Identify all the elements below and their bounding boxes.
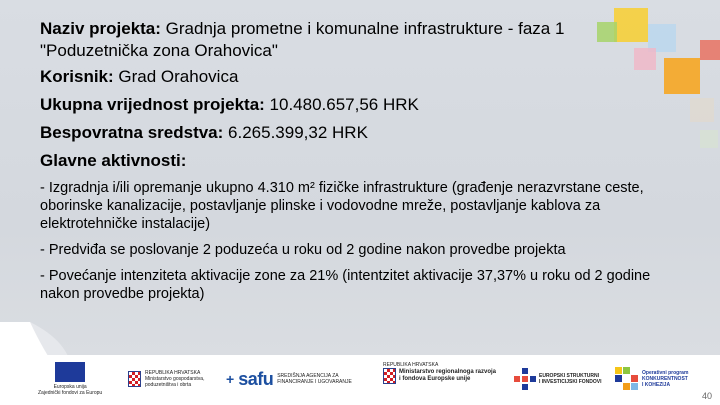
project-name-value: Gradnja prometne i komunalne infrastrukture - faza 1	[160, 19, 565, 38]
ministry-economy-logo	[128, 362, 204, 396]
safu-logo	[226, 362, 352, 396]
op-text: Operativni program KONKURENTNOST I KOHEZIJA	[642, 370, 689, 388]
beneficiary-label: Korisnik:	[40, 67, 114, 86]
total-value-amount: 10.480.657,56 HRK	[264, 95, 419, 114]
ministry-regional-top: REPUBLIKA HRVATSKA	[383, 362, 439, 368]
esi-funds-icon	[514, 368, 536, 390]
decor-square-red	[700, 40, 720, 60]
decor-square-pink	[634, 48, 656, 70]
decor-square-green	[597, 22, 617, 42]
grant-label: Bespovratna sredstva:	[40, 123, 224, 142]
safu-wordmark: safu	[238, 368, 274, 389]
activity-item: - Povećanje intenziteta aktivacije zone za 21% (intentzitet aktivacije 37,37% u roku od 2 godine nakon provedbe projekta)	[40, 268, 651, 302]
eu-logo-text: Europska unija Zajednički fondovi za Europu	[38, 384, 103, 396]
page-number: 40	[701, 391, 712, 401]
grant-amount: 6.265.399,32 HRK	[223, 123, 368, 142]
activities-heading: Glavne aktivnosti:	[40, 151, 187, 170]
decor-square-faint2	[700, 130, 718, 148]
project-name-line	[40, 19, 564, 39]
esi-funds-text: EUROPSKI STRUKTURNI I INVESTICIJSKI FONDOVI	[539, 373, 602, 385]
grant-line	[40, 123, 368, 143]
footer-logos-bar	[0, 355, 720, 405]
op-mosaic-icon	[615, 367, 639, 391]
croatian-coat-of-arms-icon	[383, 368, 396, 384]
safu-mark-icon: +	[226, 371, 235, 387]
project-name-label: Naziv projekta:	[40, 19, 161, 38]
eu-flag-icon	[55, 362, 85, 382]
activity-item: - Predviđa se poslovanje 2 poduzeća u roku od 2 godine nakon provedbe projekta	[40, 242, 566, 258]
safu-text: SREDIŠNJA AGENCIJA ZA FINANCIRANJE I UGOVARANJE	[277, 373, 352, 385]
total-value-line	[40, 95, 419, 115]
ministry-regional-text: Ministarstvo regionalnoga razvoja i fondova Europske unije	[399, 369, 497, 382]
esi-funds-logo	[514, 362, 602, 396]
ministry-economy-text: REPUBLIKA HRVATSKA Ministarstvo gospodarstva, poduzetništva i obrta	[145, 370, 205, 388]
ministry-regional-logo	[383, 362, 496, 396]
operational-programme-logo	[615, 362, 688, 396]
decor-square-yellow	[614, 8, 648, 42]
croatian-coat-of-arms-icon	[128, 371, 141, 387]
activities-list	[40, 179, 680, 311]
decor-square-orange	[664, 58, 700, 94]
decor-square-faint1	[690, 98, 714, 122]
project-name-line2: "Poduzetnička zona Orahovica"	[40, 41, 278, 60]
beneficiary-value: Grad Orahovica	[113, 67, 239, 86]
eu-logo	[38, 362, 102, 396]
activity-item: - Izgradnja i/ili opremanje ukupno 4.310 m² fizičke infrastrukture (građenje nerazvrstane ceste, oborinske kanalizacije, postavljanje plinske i vodovodne mreže, postavljanje kablova za elektrotehničke instalacije)	[40, 180, 644, 232]
beneficiary-line	[40, 67, 238, 87]
total-value-label: Ukupna vrijednost projekta:	[40, 95, 265, 114]
